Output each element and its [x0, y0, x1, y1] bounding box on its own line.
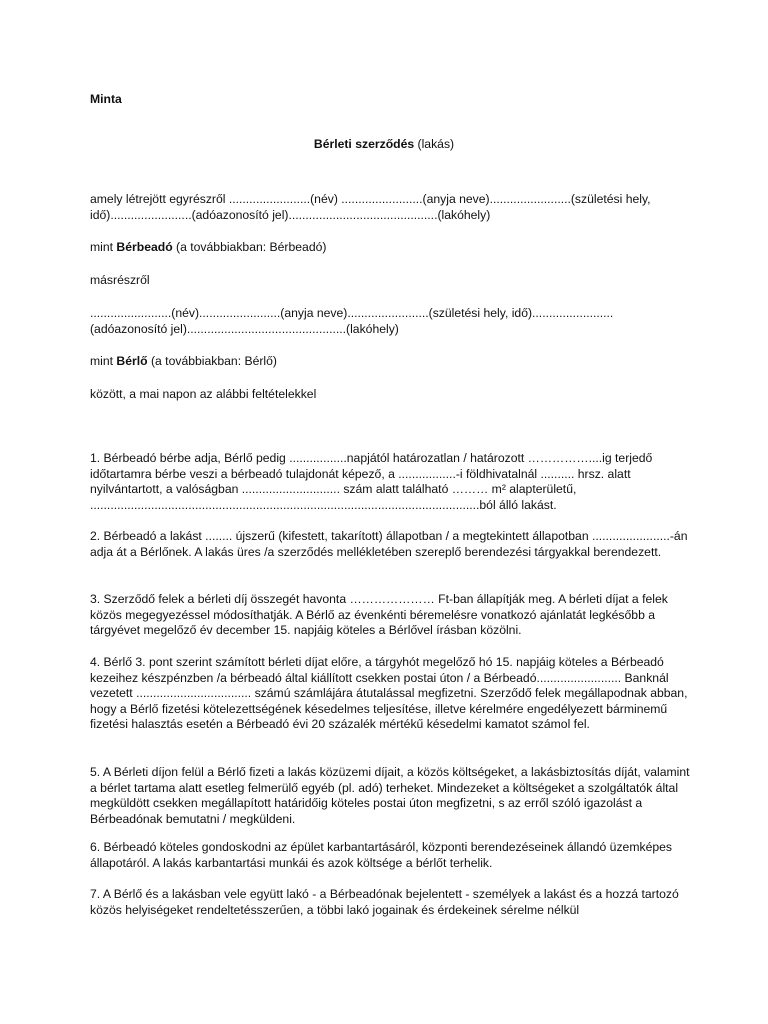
lessee-prefix: mint [90, 354, 117, 368]
lessor-suffix: (a továbbiakban: Bérbeadó) [172, 240, 327, 254]
party2-details [90, 306, 690, 337]
lessee-term: Bérlő [116, 354, 148, 368]
lessor-definition [90, 240, 690, 256]
party1-line2: idő)........................(adóazonosító jel)............................................(lakóhely) [90, 207, 491, 222]
clause-7: 7. A Bérlő és a lakásban vele együtt lakó - a Bérbeadónak bejelentett - személyek a lakást és a hozzá tartozó közös helyiségeket rendeltetésszerűen, a többi lakó jogainak és érdekeinek sérelme nélkül [90, 887, 679, 917]
party1-line1: amely létrejött egyrészről ........................(név) ........................(anyja neve)........................(születési hely, [90, 192, 651, 206]
title-bold: Bérleti szerződés [313, 137, 415, 152]
clause-3: 3. Szerződő felek a bérleti díj összegét havonta ………………… Ft-ban állapítják meg. A bérleti díjat a felek közös megegyezéssel módosíthatják. A Bérlő az évenkénti béremelésre vonatkozó ajánlatát legkésőbb a tárgyévet megelőző év december 15. napjáig köteles a Bérlővel írásban közölni. [90, 592, 668, 638]
clause-1: 1. Bérbeadó bérbe adja, Bérlő pedig .................napjától határozatlan / határozott ……………....ig terjedő időtartamra bérbe veszi a bérbeadó tulajdonát képező, a .................-i földhivatalnál .......... hrsz. alatt nyilvántartott, a valóságban ............................. szám alatt található ……… m² alapterületű, ...................................................................................................................ból álló lakást. [90, 451, 653, 512]
lessee-definition [90, 354, 690, 370]
lessee-suffix: (a továbbiakban: Bérlő) [147, 354, 277, 368]
lessor-term: Bérbeadó [116, 240, 173, 254]
clause-5: 5. A Bérleti díjon felül a Bérlő fizeti a lakás közüzemi díjait, a közös költségeket, a lakásbiztosítás díját, valamint a bérlet tartama alatt esetleg felmerülő egyéb (pl. adó) terheket. Mindezeket a költségeket a szolgáltatók által megküldött csekken megállapított határidőig köteles postai úton megfizetni, s az erről szóló igazolást a Bérbeadónak bemutatni / megküldeni. [90, 765, 690, 826]
clause-2: 2. Bérbeadó a lakást ........ újszerű (kifestett, takarított) állapotban / a megtekintett állapotban .......................-án adja át a Bérlőnek. A lakás üres /a szerződés mellékletében szereplő berendezési tárgyakkal berendezett. [90, 529, 688, 559]
title-suffix: (lakás) [414, 137, 455, 152]
document-label: Minta [90, 92, 122, 106]
party1-details [90, 192, 690, 223]
clause-4: 4. Bérlő 3. pont szerint számított bérleti díjat előre, a tárgyhót megelőző hó 15. napjáig köteles a Bérbeadó kezeihez készpénzben /a bérbeadó által kiállított csekken postai úton / a Bérbeadó......................... Banknál vezetett .................................. számú számlájára átutalással megfizetni. Szerződő felek megállapodnak abban, hogy a Bérlő fizetési kötelezettségének késedelmes teljesítése, illetve kérelmére engedélyezett bárminemű fizetési halasztás esetén a Bérbeadó évi 20 százalék mértékű késedelmi kamatot számol fel. [90, 655, 688, 732]
lessor-prefix: mint [90, 240, 117, 254]
party2-line1: ........................(név)........................(anyja neve)........................(születési hely, idő)........................ [90, 306, 614, 320]
clause-6: 6. Bérbeadó köteles gondoskodni az épület karbantartásáról, központi berendezéseinek állandó üzemképes állapotáról. A lakás karbantartási munkái és azok költsége a bérlőt terhelik. [90, 840, 673, 870]
masreszrol-text: másrészről [90, 273, 150, 287]
party2-line2: (adóazonosító jel)...............................................(lakóhely) [90, 321, 399, 336]
conditions-intro: között, a mai napon az alábbi feltételekkel [90, 387, 317, 401]
document-title [0, 137, 768, 153]
